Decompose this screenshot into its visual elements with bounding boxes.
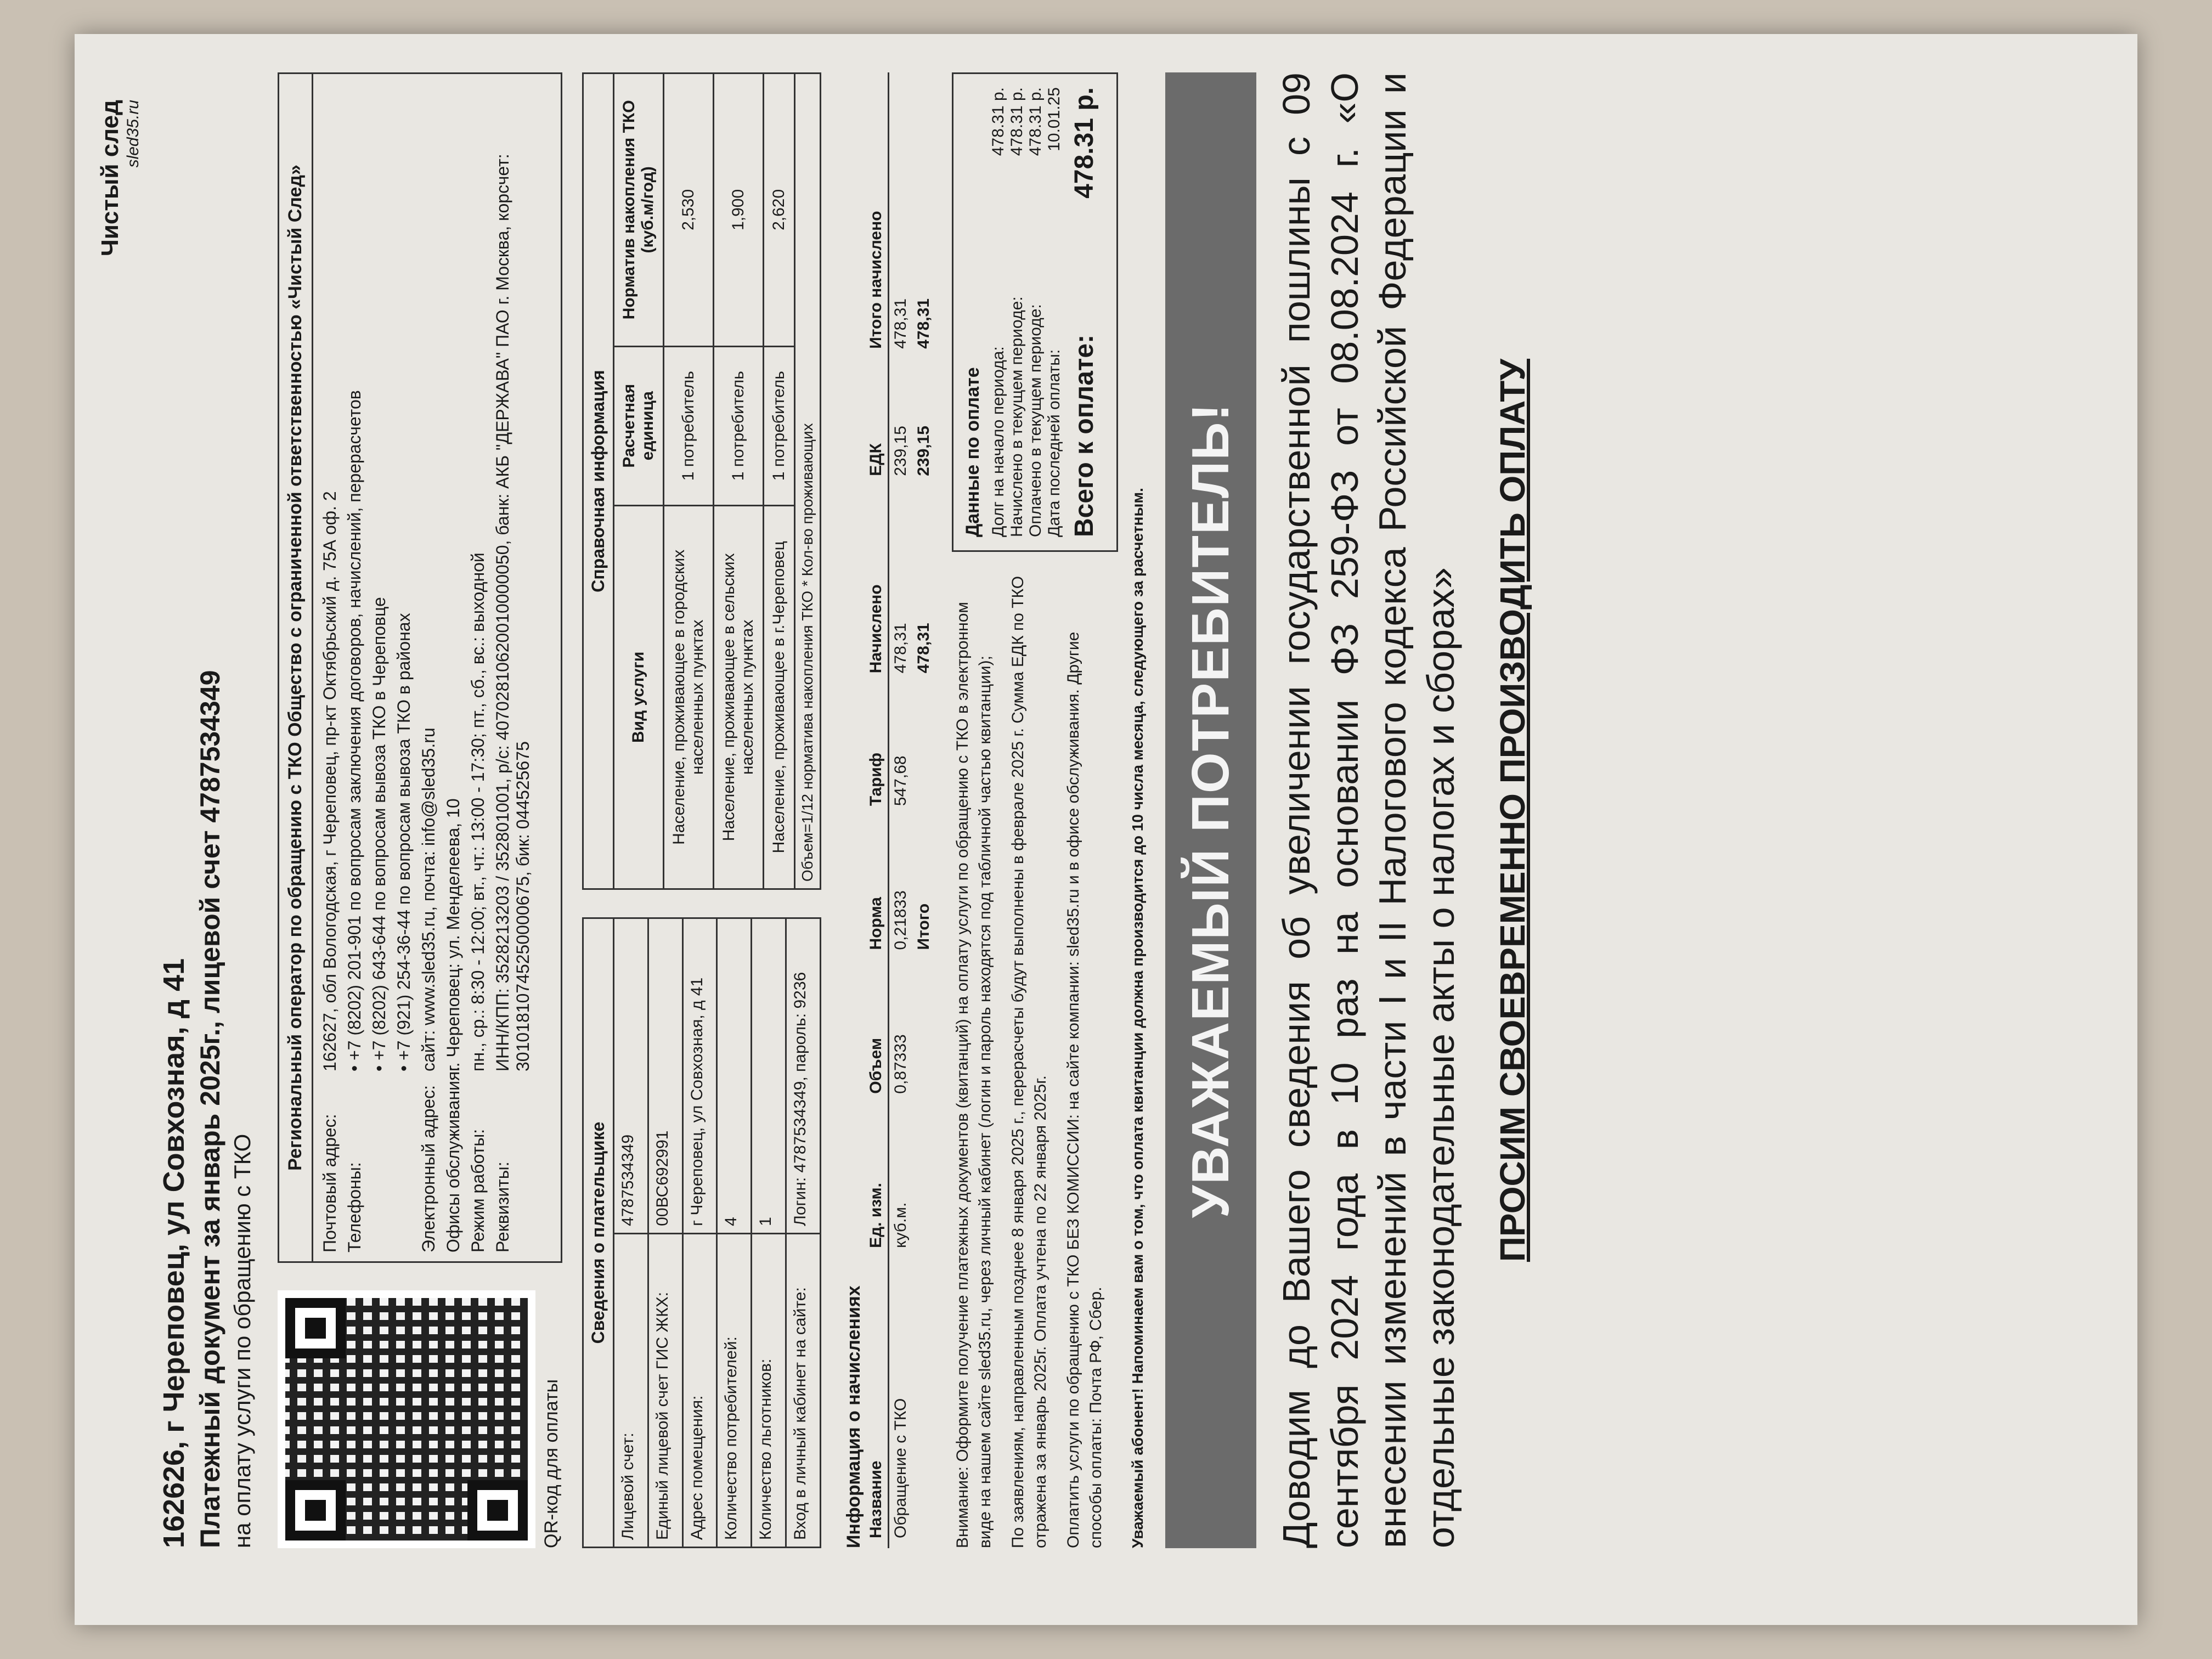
table-cell: Население, проживающее в сельских населенных пунктах [714,505,764,889]
empty-cell [912,1104,935,1258]
charges-title: Информация о начислениях [843,1285,864,1548]
total-cell: 478,31 [915,298,933,349]
operator-key: Электронный адрес: [419,1085,438,1252]
table-cell: Население, проживающее в городских населенных пунктах [664,505,714,889]
payment-key: Оплачено в текущем периоде: [1026,304,1045,537]
logo-site: sled35.ru [124,100,142,168]
payment-reminder: Уважаемый абонент! Напоминаем вам о том, что оплата квитанции должна производится до 10 числа месяца, следующего за расчетным. [1129,488,1146,1548]
table-cell: 0,21833 [891,890,910,950]
payment-value: 478.31 р. [989,87,1007,156]
payment-value: 10.01.25 [1045,87,1063,151]
payment-line [1045,87,1064,537]
payment-value: 478.31 р. [1026,87,1045,156]
payment-total [1069,87,1099,537]
empty-cell [912,683,935,816]
operator-value: пн., ср.: 8:30 - 12:00; вт., чт.: 13:00 - 17:30; пт., сб., вс.: выходной [468,552,488,1071]
operator-value: • +7 (8202) 201-901 по вопросам заключения договоров, начислений, перерасчетов [345,390,364,1071]
column-header: Расчетная единица [614,346,664,505]
pay-on-time-note: ПРОСИМ СВОЕВРЕМЕННО ПРОИЗВОДИТЬ ОПЛАТУ [1493,358,1532,1262]
payer-value: Логин: 4787534349, пароль: 9236 [786,918,821,1234]
reference-info-table [582,72,795,890]
payment-key: Дата последней оплаты: [1045,349,1063,537]
payment-key: Начислено в текущем периоде: [1008,296,1026,537]
table-row [682,918,717,1548]
payment-title: Данные по оплате [962,367,983,537]
payer-key: Количество потребителей: [717,1233,752,1547]
reference-title: Справочная информация [582,72,613,890]
table-cell: 2,620 [764,74,795,347]
payment-line [989,87,1008,537]
payer-title: Сведения о плательщике [582,917,613,1548]
table-cell: 1,900 [714,74,764,347]
operator-key: Режим работы: [468,1128,488,1252]
table-row [764,74,795,889]
payer-key: Вход в личный кабинет на сайте: [786,1233,821,1547]
table-cell: 1 потребитель [664,346,714,505]
note-paragraph: Внимание: Оформите получение платежных документов (квитанций) на оплату услуги по обращению с ТКО в электронном виде на нашем сайте sled35.ru, через личный кабинет (логин и пароль находятся под табличной частью квитанции); [953,602,994,1548]
table-cell: 1 потребитель [764,346,795,505]
table-row [648,918,682,1548]
column-header: ЕДК [865,359,889,486]
payment-line [1008,87,1026,537]
qr-finder [467,1480,528,1541]
payer-key: Лицевой счет: [614,1233,648,1547]
table-row [752,918,786,1548]
table-cell: 1 потребитель [714,346,764,505]
operator-value: • +7 (921) 254-36-44 по вопросам вывоза ТКО в районах [394,613,414,1071]
column-header: Начислено [865,486,889,683]
operator-value: • +7 (8202) 643-644 по вопросам вывоза ТКО в Череповце [369,597,389,1071]
total-value: 478.31 р. [1070,87,1099,199]
table-row [786,918,821,1548]
table-row [714,74,764,889]
notice-text: Доводим до Вашего сведения об увеличении государственной пошлины с 09 сентября 2024 года в 10 раз на основании ФЗ 259-ФЗ от 08.08.2024 г. «О внесении изменений в части I и II Налогового кодекса Российской Федерации и отдельные законодательные акты о налогах и сборах» [1275,72,1462,1548]
company-logo [97,100,143,256]
table-row [889,72,913,1548]
operator-value: сайт: www.sled35.ru, почта: info@sled35.ru [419,727,438,1071]
payer-info-table [582,917,821,1548]
operator-info-box [278,72,562,1263]
payment-line [1026,87,1045,537]
operator-key: Почтовый адрес: [320,1114,340,1252]
operator-value: 162627, обл Вологодская, г Череповец, пр-кт Октябрьский д. 75А оф. 2 [320,491,340,1071]
payer-key: Единый лицевой счет ГИС ЖКХ: [648,1233,682,1547]
table-row [614,918,648,1548]
notice-banner: УВАЖАЕМЫЙ ПОТРЕБИТЕЛЬ! [1165,72,1256,1548]
table-cell: Обращение с ТКО [891,1398,910,1538]
column-header: Итого начислено [865,72,889,359]
payer-key: Количество льготников: [752,1233,786,1547]
header-address: 162626, г Череповец, ул Совхозная, д 41 [157,958,190,1548]
operator-key: Реквизиты: [493,1161,512,1252]
note-paragraph: По заявлениям, направленным позднее 8 января 2025 г., перерасчеты будут выполнены в феврале 2025 г. Сумма ЕДК по ТКО отражена за январь 2025г. Оплата учтена по 22 января 2025г. [1009,575,1049,1548]
operator-key: Телефоны: [345,1162,364,1252]
column-header: Норматив накопления ТКО (куб.м/год) [614,74,664,347]
qr-finder [285,1298,346,1358]
total-cell: 239,15 [915,426,933,476]
notes-block [952,574,1118,1548]
document-subtitle: на оплату услуги по обращению с ТКО [229,1133,255,1548]
payer-value: 1 [752,918,786,1234]
table-cell: куб.м. [891,1202,910,1248]
table-cell: 478,31 [891,623,910,674]
operator-value: ИНН/КПП: 3528213203 / 352801001, р/с: 40702810620010000050, банк: АКБ "ДЕРЖАВА" ПАО г. Москва, корсчет: 30101810745250000675, бик: 044525675 [493,154,533,1071]
table-cell: 239,15 [891,426,910,476]
table-cell: 0,87333 [891,1034,910,1094]
table-cell: Население, проживающее в г.Череповец [764,505,795,889]
receipt-sheet [75,34,2137,1625]
column-header: Норма [865,816,889,960]
table-cell: 547,68 [891,755,910,806]
payer-value: г Череповец, ул Совхозная, д 41 [682,918,717,1234]
table-cell: 2,530 [664,74,714,347]
payment-value: 478.31 р. [1008,87,1026,156]
table-header-row [865,72,889,1548]
document-title: Платежный документ за январь 2025г., лицевой счет 4787534349 [195,670,225,1548]
logo-name: Чистый след [97,100,123,257]
total-label: Итого [915,903,933,950]
charges-table [865,72,935,1548]
payment-key: Долг на начало периода: [989,346,1007,537]
column-header: Тариф [865,683,889,816]
table-row [664,74,714,889]
operator-key [369,1071,390,1252]
empty-cell [912,1258,935,1548]
column-header: Ед. изм. [865,1104,889,1258]
payer-value: 4787534349 [614,918,648,1234]
qr-finder [285,1480,346,1541]
operator-key [394,1071,414,1252]
note-paragraph: Оплатить услуги по обращению с ТКО БЕЗ КОМИССИИ: на сайте компании: sled35.ru и в офисе обслуживания. Другие способы оплаты: Почта РФ, Сбер. [1064,631,1105,1548]
payment-qr-code[interactable] [278,1290,535,1548]
table-row [717,918,752,1548]
column-header: Название [865,1258,889,1548]
column-header: Вид услуги [614,505,664,889]
table-header-row [614,74,664,889]
payment-summary-box [952,72,1118,552]
operator-value: г. Череповец: ул. Менделеева, 10 [443,798,463,1071]
total-label: Всего к оплате: [1070,334,1099,537]
qr-label: QR-код для оплаты [541,1379,562,1548]
operator-title: Региональный оператор по обращению с ТКО Общество с ограниченной ответственностью «Чистый След» [279,74,313,1261]
payer-value: 00ВС692991 [648,918,682,1234]
empty-cell [912,960,935,1103]
table-total-row [912,72,935,1548]
column-header: Объем [865,960,889,1103]
total-cell: 478,31 [915,623,933,674]
operator-key: Офисы обслуживания: [443,1066,463,1252]
payer-key: Адрес помещения: [682,1233,717,1547]
table-cell: 478,31 [891,298,910,349]
payer-value: 4 [717,918,752,1234]
reference-note: Объем=1/12 норматива накопления ТКО * Кол-во проживающих [795,72,821,890]
